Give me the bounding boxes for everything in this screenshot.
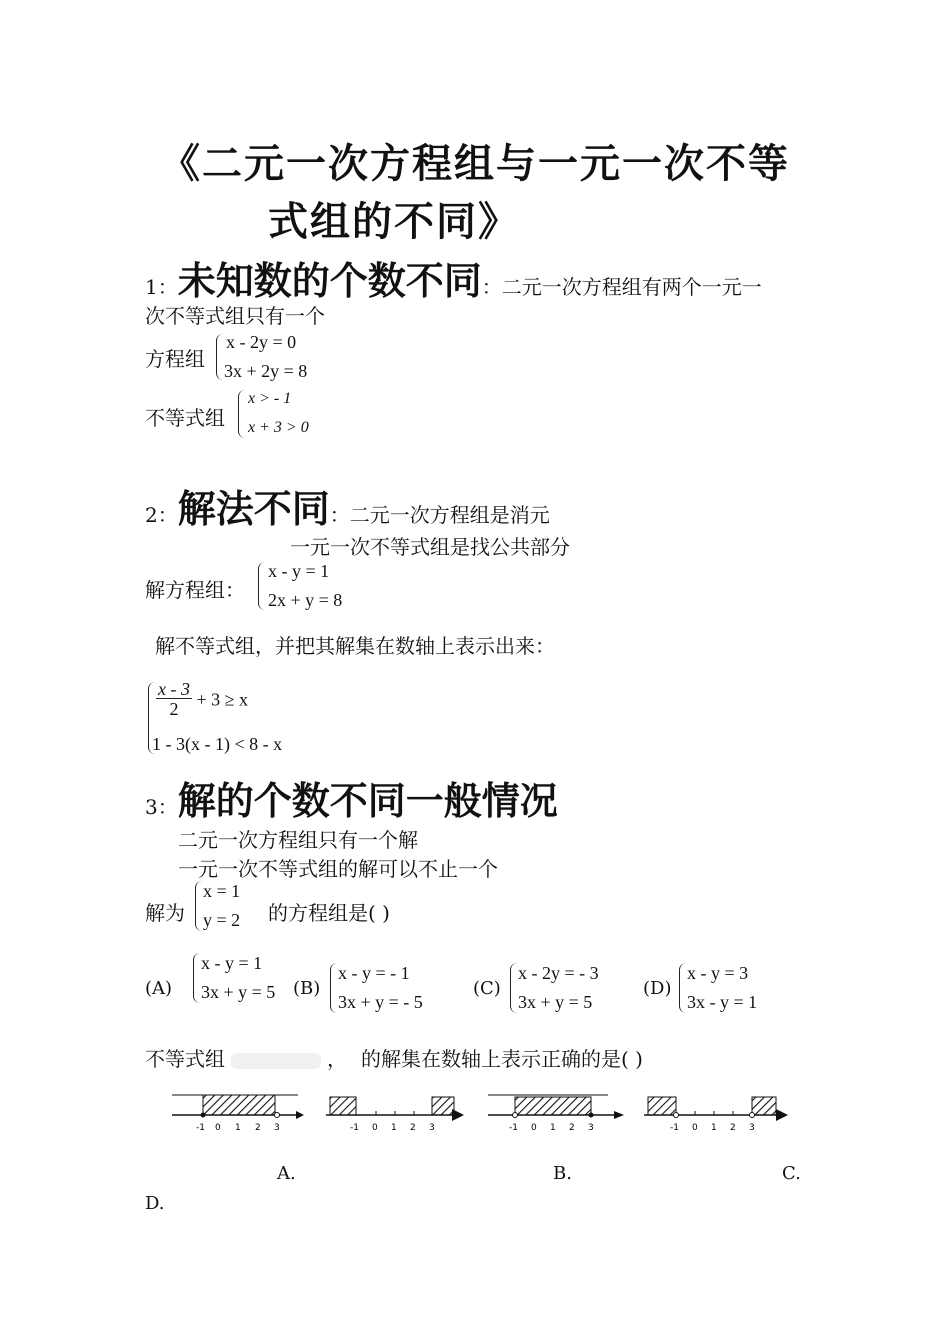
title-line-1: 《二元一次方程组与一元一次不等 xyxy=(160,141,790,187)
question-2-prefix: 不等式组 xyxy=(145,1047,225,1071)
brace xyxy=(195,881,203,931)
brace xyxy=(330,963,338,1013)
tick-label: 1 xyxy=(550,1123,556,1133)
section-3-text-2: 一元一次不等式组的解可以不止一个 xyxy=(178,857,498,881)
solution-x: x = 1 xyxy=(203,881,241,901)
solution-y: y = 2 xyxy=(203,910,241,930)
option-a-equation-1: x - y = 1 xyxy=(201,953,263,973)
tick-label: 2 xyxy=(569,1123,575,1133)
equation-system-label: 方程组 xyxy=(145,347,205,371)
tick-label: 3 xyxy=(429,1123,435,1133)
brace xyxy=(193,953,201,1003)
tick-label: 1 xyxy=(235,1123,241,1133)
inequality-2: x + 3 > 0 xyxy=(248,419,309,436)
section-1-title: 未知数的个数不同 xyxy=(177,259,482,303)
section-2-colon: ： xyxy=(329,503,350,527)
number-line-d[interactable] xyxy=(644,1097,788,1133)
section-1-heading xyxy=(145,250,762,305)
option-c-equation-1: x - 2y = - 3 xyxy=(518,963,599,983)
section-2-heading xyxy=(145,478,550,533)
section-2-number: 2： xyxy=(145,503,178,527)
option-c-label[interactable]: (C) xyxy=(473,978,501,999)
section-2-title: 解法不同 xyxy=(177,487,330,531)
equation-2: 3x + 2y = 8 xyxy=(224,361,308,381)
brace xyxy=(679,963,687,1013)
tick-label: 2 xyxy=(255,1123,261,1133)
brace xyxy=(258,562,266,610)
section-1-colon: ： xyxy=(481,275,502,299)
answer-label-c[interactable]: C. xyxy=(782,1163,801,1184)
section-1-text-1: 二元一次方程组有两个一元一 xyxy=(501,275,762,299)
section-3-number: 3： xyxy=(145,795,178,819)
tick-label: 0 xyxy=(692,1123,698,1133)
section-3-text-1: 二元一次方程组只有一个解 xyxy=(178,828,418,852)
tick-label: 3 xyxy=(749,1123,755,1133)
equation-1: x - y = 1 xyxy=(268,561,330,581)
tick-label: 0 xyxy=(531,1123,537,1133)
option-a-label[interactable]: (A) xyxy=(145,978,173,999)
tick-label: -1 xyxy=(350,1123,359,1133)
option-d-equation-1: x - y = 3 xyxy=(687,963,749,983)
question-1-suffix: 的方程组是( ) xyxy=(268,901,390,925)
tick-label: -1 xyxy=(196,1123,205,1133)
brace xyxy=(238,390,246,438)
question-2-mid: ， xyxy=(327,1047,347,1071)
question-1-prefix: 解为 xyxy=(145,901,185,925)
section-2-text-1: 二元一次方程组是消元 xyxy=(349,503,550,527)
fraction-numerator: x - 3 xyxy=(158,679,190,699)
section-1-text-2: 次不等式组只有一个 xyxy=(145,304,325,328)
tick-label: 0 xyxy=(372,1123,378,1133)
number-line-a[interactable] xyxy=(172,1095,304,1133)
equation-1: x - 2y = 0 xyxy=(226,332,297,352)
tick-label: 1 xyxy=(711,1123,717,1133)
tick-label: 3 xyxy=(588,1123,594,1133)
option-d-label[interactable]: (D) xyxy=(643,978,672,999)
option-c-equation-2: 3x + y = 5 xyxy=(518,992,593,1012)
option-b-equation-2: 3x + y = - 5 xyxy=(338,992,423,1012)
tick-label: 0 xyxy=(215,1123,221,1133)
option-b-equation-1: x - y = - 1 xyxy=(338,963,410,983)
inequality-2: 1 - 3(x - 1) < 8 - x xyxy=(152,734,283,754)
title-line-2: 式组的不同》 xyxy=(268,199,520,245)
inequality-system-label: 不等式组 xyxy=(145,406,225,430)
answer-label-a[interactable]: A. xyxy=(277,1163,296,1184)
brace xyxy=(510,963,518,1013)
section-3-title: 解的个数不同一般情况 xyxy=(177,779,558,823)
inequality-1-rest: + 3 ≥ x xyxy=(196,689,249,710)
answer-label-d[interactable]: D. xyxy=(145,1193,165,1214)
answer-label-b[interactable]: B. xyxy=(553,1163,572,1184)
number-line-c[interactable] xyxy=(488,1095,624,1133)
brace xyxy=(216,334,224,380)
tick-label: 1 xyxy=(391,1123,397,1133)
tick-label: -1 xyxy=(670,1123,679,1133)
option-a-equation-2: 3x + y = 5 xyxy=(201,982,276,1002)
section-1-number: 1： xyxy=(145,275,178,299)
number-line-b[interactable] xyxy=(326,1097,464,1133)
option-d-equation-2: 3x - y = 1 xyxy=(687,992,758,1012)
inequality-1 xyxy=(156,680,248,719)
tick-label: 2 xyxy=(410,1123,416,1133)
inequality-prompt: 解不等式组，并把其解集在数轴上表示出来： xyxy=(155,634,555,658)
fraction xyxy=(156,680,192,719)
option-b-label[interactable]: (B) xyxy=(293,978,321,999)
solve-system-label: 解方程组： xyxy=(145,578,245,602)
blurred-inequality-image xyxy=(231,1053,321,1069)
inequality-1: x > - 1 xyxy=(248,390,292,407)
section-3-heading xyxy=(145,770,558,825)
equation-2: 2x + y = 8 xyxy=(268,590,343,610)
question-2-line xyxy=(145,1043,643,1072)
tick-label: 3 xyxy=(274,1123,280,1133)
tick-label: -1 xyxy=(509,1123,518,1133)
fraction-denominator: 2 xyxy=(169,699,179,719)
tick-label: 2 xyxy=(730,1123,736,1133)
section-2-text-2: 一元一次不等式组是找公共部分 xyxy=(290,535,570,559)
number-line-figures xyxy=(0,1080,950,1140)
question-2-suffix: 的解集在数轴上表示正确的是( ) xyxy=(361,1047,643,1071)
